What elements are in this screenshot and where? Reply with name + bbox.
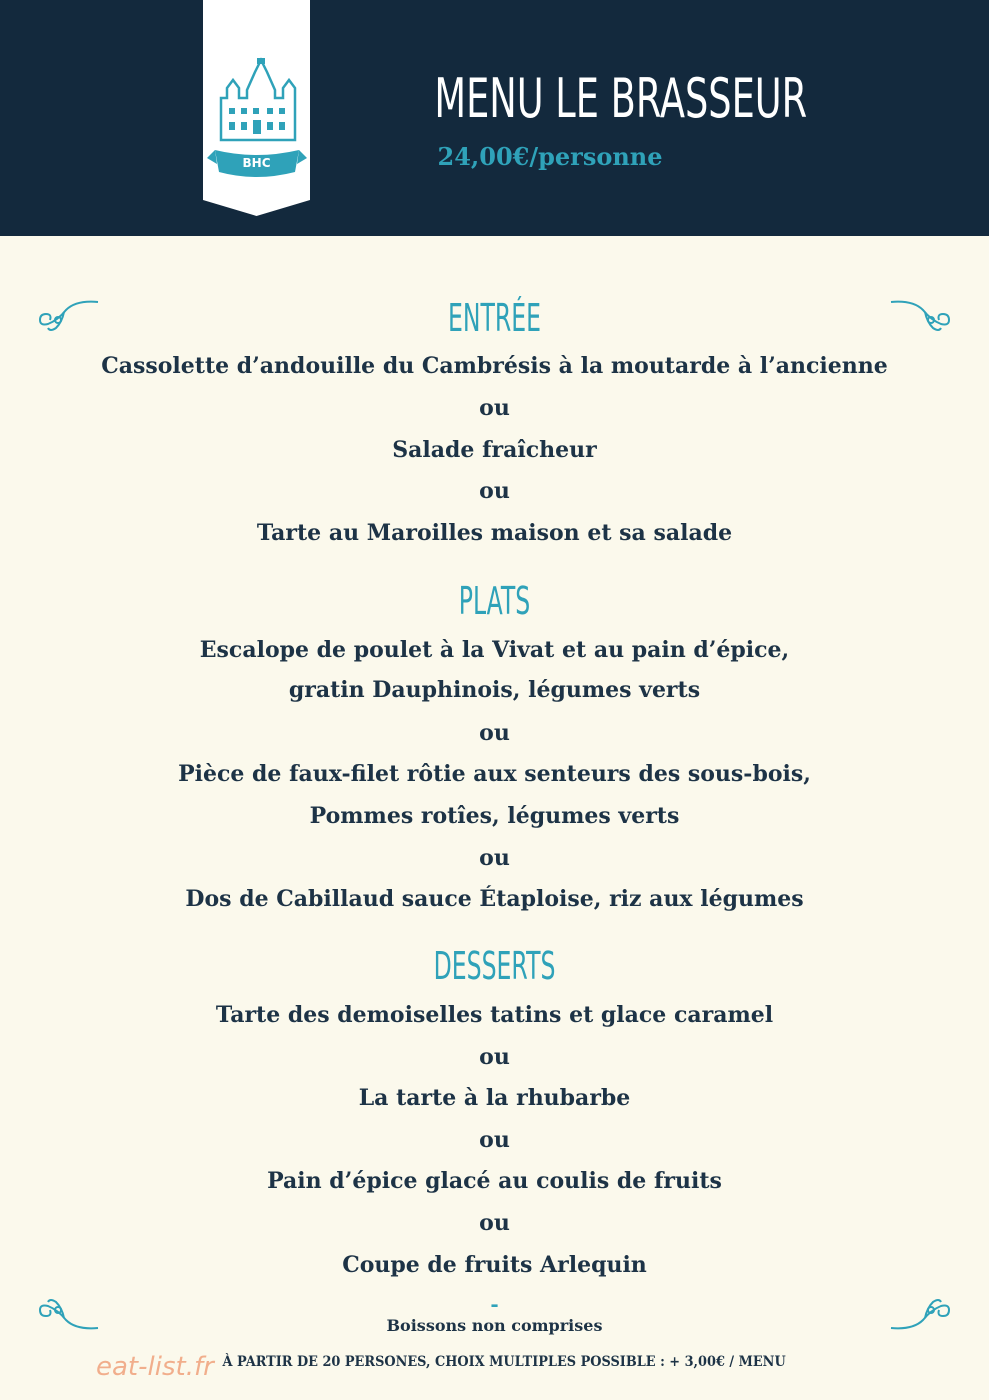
menu-item: Tarte des demoiselles tatins et glace caramel: [215, 1002, 774, 1028]
menu-separator-ou: ou: [479, 395, 510, 421]
bhc-building-logo-icon: [203, 0, 310, 216]
menu-item: Salade fraîcheur: [392, 437, 597, 463]
menu-item: Cassolette d’andouille du Cambrésis à la moutarde à l’ancienne: [101, 353, 888, 379]
menu-item: Pièce de faux-filet rôtie aux senteurs des sous-bois,: [178, 761, 811, 787]
logo-ribbon: [203, 0, 310, 216]
header-banner: [0, 0, 989, 236]
section-heading-plats: PLATS: [458, 579, 531, 623]
menu-item: Pommes rotîes, légumes verts: [309, 803, 680, 829]
menu-separator-ou: ou: [479, 1127, 510, 1153]
watermark: eat-list.fr: [96, 1352, 214, 1382]
menu-item: gratin Dauphinois, légumes verts: [288, 677, 701, 703]
price-per-person: 24,00€/personne: [437, 142, 663, 171]
logo-text: BHC: [242, 156, 271, 170]
menu-item: Pain d’épice glacé au coulis de fruits: [267, 1168, 722, 1194]
group-note-text: À PARTIR DE 20 PERSONES, CHOIX MULTIPLES POSSIBLE : + 3,00€ / MENU: [222, 1354, 787, 1370]
section-heading-desserts: DESSERTS: [433, 944, 556, 988]
menu-item: Coupe de fruits Arlequin: [342, 1252, 647, 1278]
flourish-ornament-icon: [36, 298, 100, 334]
menu-item: Dos de Cabillaud sauce Étaploise, riz aux légumes: [185, 886, 804, 912]
footer-dash: -: [490, 1292, 499, 1316]
flourish-ornament-icon: [889, 298, 953, 334]
menu-item: La tarte à la rhubarbe: [358, 1085, 631, 1111]
page-title: MENU LE BRASSEUR: [434, 67, 808, 130]
menu-separator-ou: ou: [479, 1044, 510, 1070]
menu-separator-ou: ou: [479, 1210, 510, 1236]
section-heading-entree: ENTRÉE: [447, 296, 542, 340]
menu-separator-ou: ou: [479, 478, 510, 504]
menu-item: Tarte au Maroilles maison et sa salade: [256, 520, 733, 546]
menu-separator-ou: ou: [479, 845, 510, 871]
drinks-note: Boissons non comprises: [386, 1316, 603, 1335]
menu-separator-ou: ou: [479, 720, 510, 746]
menu-item: Escalope de poulet à la Vivat et au pain d’épice,: [199, 637, 790, 663]
